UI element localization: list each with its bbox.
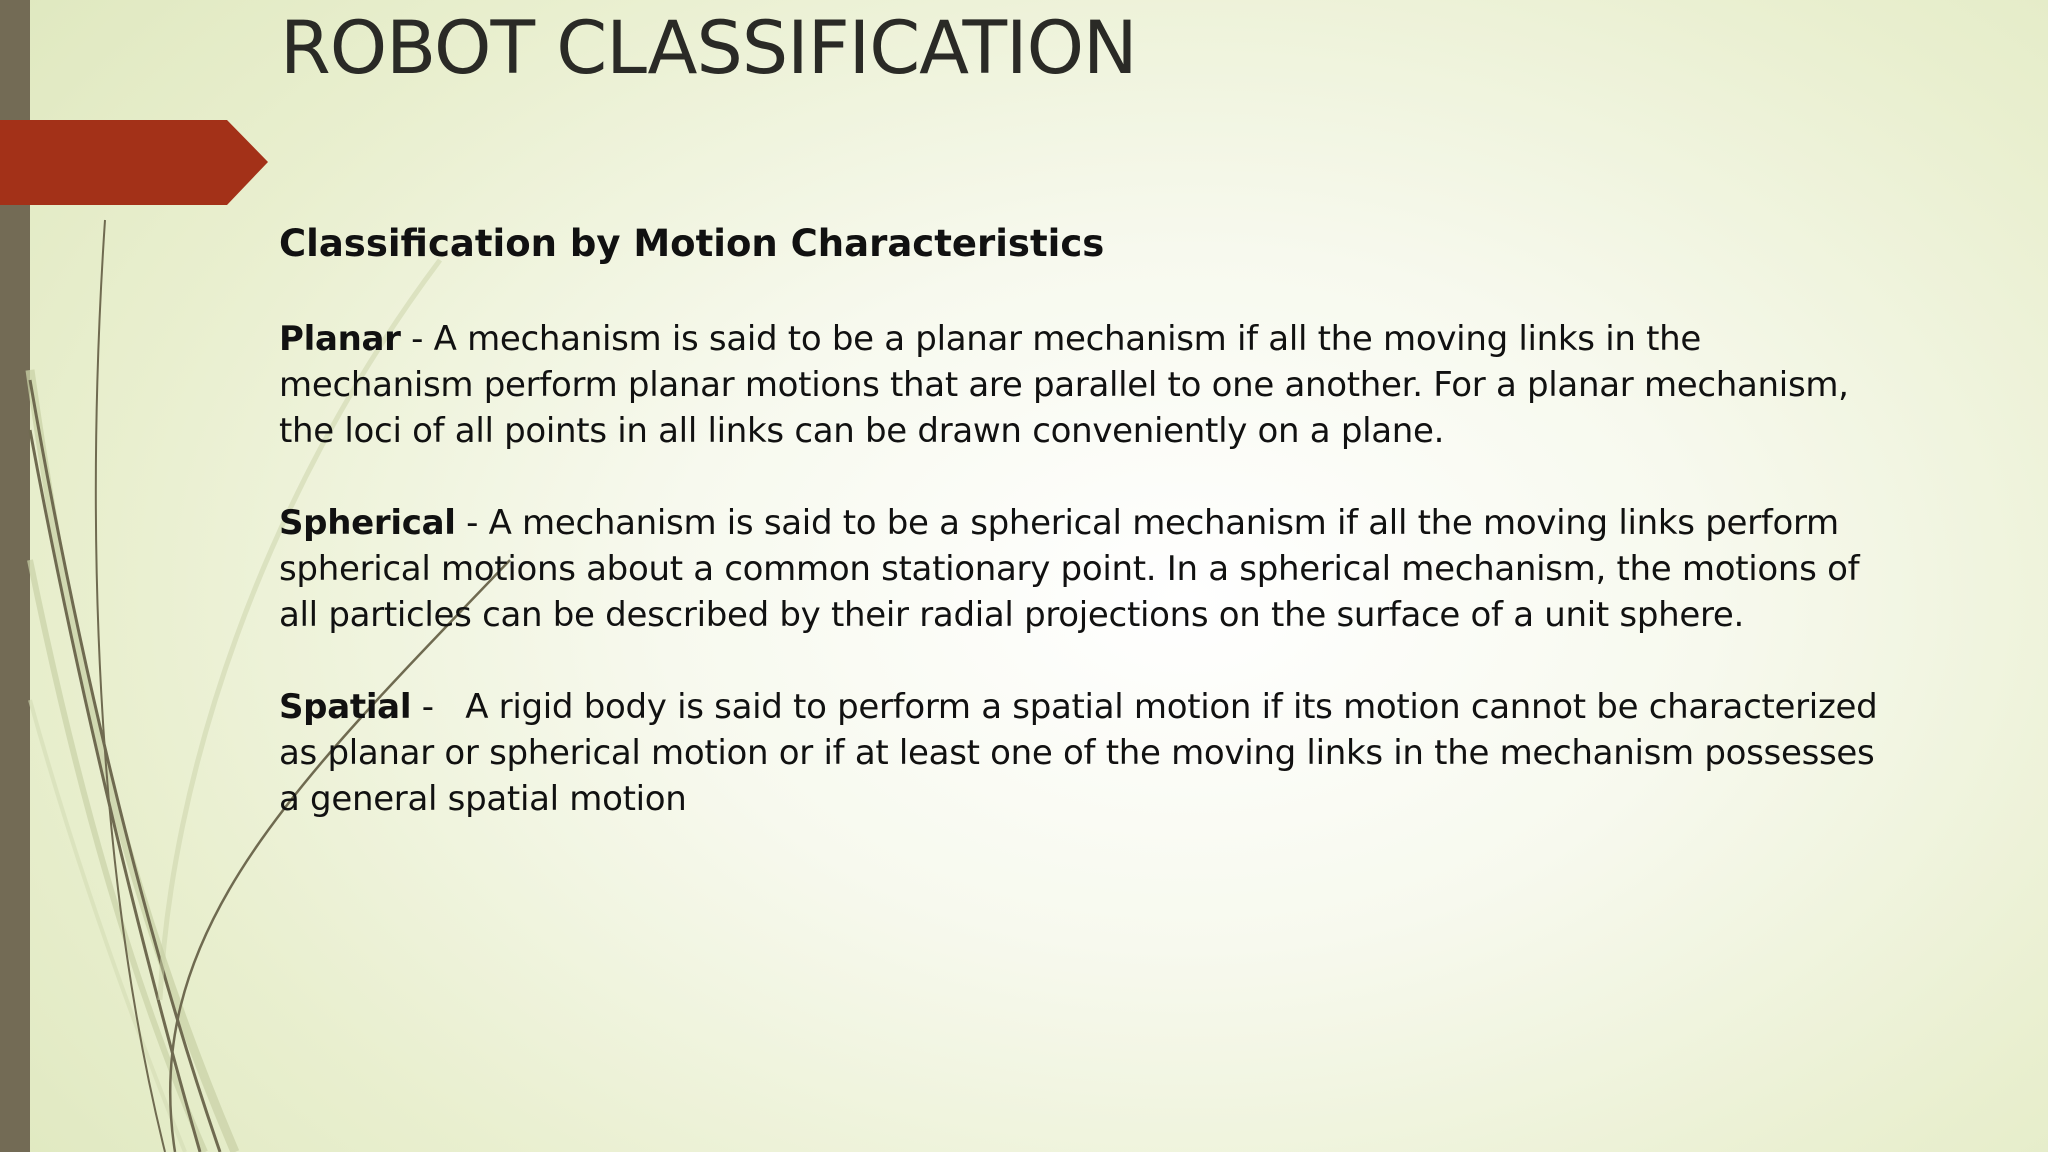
accent-arrow-tab (0, 120, 268, 205)
text-spatial: A rigid body is said to perform a spatial motion if its motion cannot be characterized as planar or spherical motion or if at least one of the moving links in the mechanism possesses a general spatial motion (279, 687, 1878, 819)
section-subtitle: Classification by Motion Characteristics (279, 222, 1105, 265)
text-spherical: A mechanism is said to be a spherical mechanism if all the moving links perform spherical motions about a common stationary point. In a spherical mechanism, the motions of all particles can be described by their radial projections on the surface of a unit sphere. (279, 503, 1860, 635)
term-spatial: Spatial (279, 687, 412, 727)
definition-spatial (279, 684, 1879, 822)
separator-spatial: - (411, 687, 466, 727)
text-planar: A mechanism is said to be a planar mechanism if all the moving links in the mechanism perform planar motions that are parallel to one another. For a planar mechanism, the loci of all points in all links can be drawn conveniently on a plane. (279, 319, 1849, 451)
slide-content (279, 216, 1879, 868)
term-planar: Planar (279, 319, 401, 359)
definition-planar (279, 316, 1879, 454)
slide-title: ROBOT CLASSIFICATION (280, 6, 1137, 91)
separator-planar: - (400, 319, 434, 359)
separator-spherical: - (455, 503, 489, 543)
definition-spherical (279, 500, 1879, 638)
term-spherical: Spherical (279, 503, 456, 543)
